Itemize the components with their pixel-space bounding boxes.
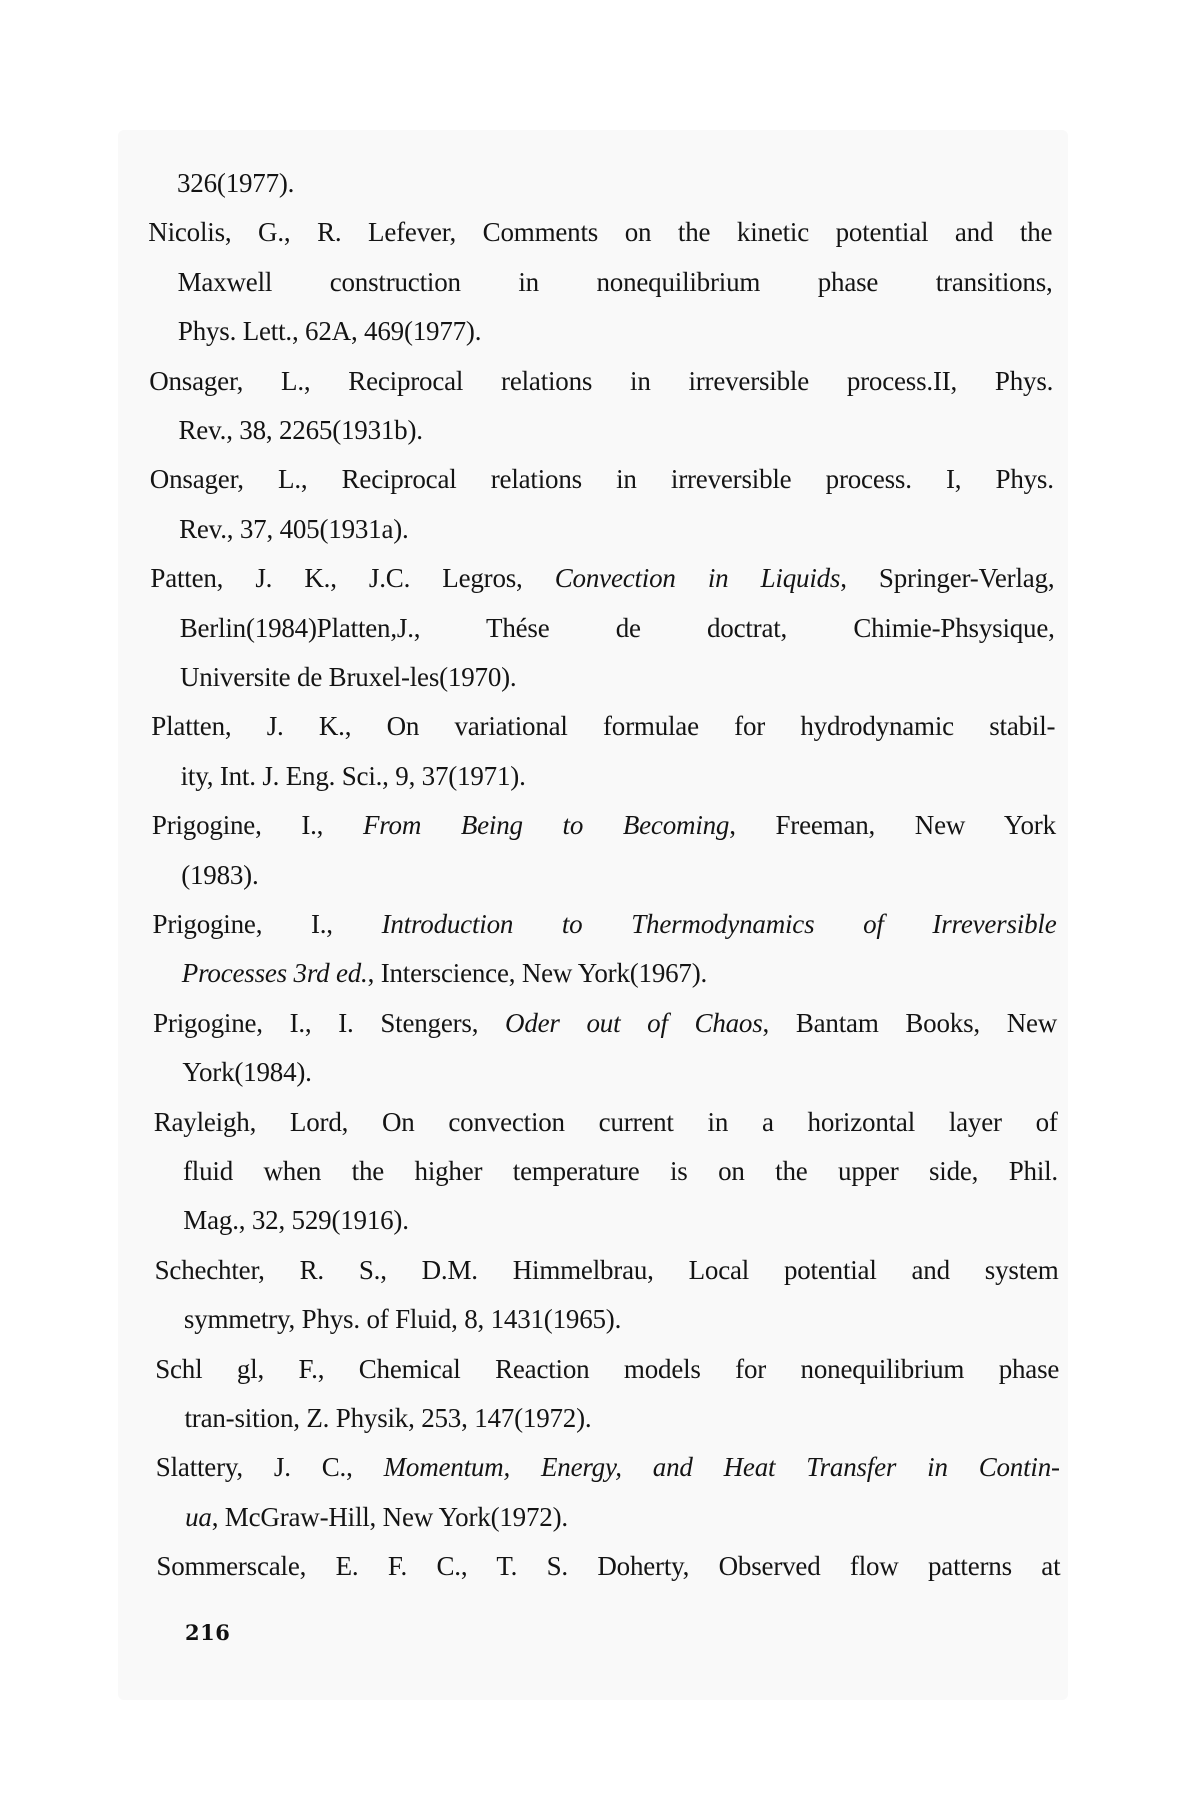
- reference-text: Rev., 37, 405(1931a).: [179, 513, 409, 544]
- reference-text: fluid when the higher temperature is on the upper side, Phil.: [183, 1156, 1058, 1186]
- reference-text: Maxwell construction in nonequilibrium phase transitions,: [177, 266, 1053, 297]
- reference-text: Sommerscale, E. F. C., T. S. Doherty, Observed flow patterns at: [156, 1551, 1061, 1582]
- reference-entry-line: [151, 711, 1055, 741]
- italic-title-text: Oder out of Chaos: [505, 1007, 763, 1038]
- reference-continuation-line: [156, 1403, 1060, 1433]
- reference-text: Mag., 32, 529(1916).: [183, 1205, 409, 1236]
- reference-text: Patten, J. K., J.C. Legros,: [150, 563, 555, 594]
- reference-entry-line: [148, 217, 1052, 247]
- reference-continuation-line: [151, 662, 1055, 692]
- reference-text: , Freeman, New York: [729, 810, 1056, 841]
- reference-text: , McGraw-Hill, New York(1972).: [211, 1501, 568, 1532]
- reference-continuation-line: [153, 958, 1057, 988]
- reference-continuation-line: [152, 860, 1056, 890]
- reference-continuation-line: [155, 1304, 1059, 1334]
- reference-continuation-line: [156, 1502, 1060, 1532]
- reference-text: , Bantam Books, New: [762, 1007, 1058, 1038]
- reference-continuation-line: [153, 1057, 1057, 1087]
- reference-entry-line: [153, 1008, 1057, 1038]
- reference-text: Nicolis, G., R. Lefever, Comments on the kinetic potential and the: [148, 217, 1053, 248]
- reference-continuation-line: [148, 168, 1052, 198]
- reference-text: Rayleigh, Lord, On convection current in a horizontal layer of: [153, 1106, 1058, 1137]
- reference-entry-line: [150, 464, 1054, 494]
- reference-entry-line: [149, 366, 1053, 396]
- reference-text: Rev., 38, 2265(1931b).: [178, 415, 423, 445]
- reference-continuation-line: [151, 613, 1055, 643]
- reference-text: Schechter, R. S., D.M. Himmelbrau, Local potential and system: [154, 1254, 1059, 1285]
- reference-text: Phys. Lett., 62A, 469(1977).: [177, 316, 482, 347]
- reference-text: Schl gl, F., Chemical Reaction models for nonequilibrium phase: [155, 1353, 1060, 1384]
- reference-continuation-line: [154, 1156, 1058, 1186]
- reference-text: (1983).: [181, 859, 259, 890]
- reference-continuation-line: [154, 1205, 1058, 1235]
- reference-text: Prigogine, I., I. Stengers,: [153, 1007, 506, 1038]
- reference-text: Slattery, J. C.,: [155, 1452, 384, 1483]
- reference-entry-line: [156, 1452, 1060, 1482]
- italic-title-text: Introduction to Thermodynamics of Irreversible: [381, 909, 1057, 939]
- italic-title-text: Processes 3rd ed.: [181, 958, 368, 989]
- reference-entry-line: [156, 1551, 1060, 1581]
- reference-text: Onsager, L., Reciprocal relations in irreversible process.II, Phys.: [149, 365, 1054, 396]
- reference-entry-line: [154, 1107, 1058, 1137]
- reference-text: Prigogine, I.,: [151, 810, 363, 841]
- reference-text: York(1984).: [182, 1057, 312, 1088]
- italic-title-text: Convection in Liquids: [554, 563, 841, 594]
- reference-entry-line: [150, 563, 1054, 593]
- reference-text: tran-sition, Z. Physik, 253, 147(1972).: [184, 1403, 592, 1433]
- reference-text: Berlin(1984)Platten,J., Thése de doctrat, Chimie-Phsysique,: [179, 612, 1055, 643]
- reference-text: Onsager, L., Reciprocal relations in irreversible process. I, Phys.: [149, 464, 1054, 495]
- reference-text: , Interscience, New York(1967).: [367, 958, 708, 989]
- italic-title-text: Momentum, Energy, and Heat Transfer in Contin-: [383, 1452, 1060, 1483]
- reference-continuation-line: [150, 415, 1054, 445]
- reference-text: Prigogine, I.,: [152, 909, 382, 939]
- reference-text: ity, Int. J. Eng. Sci., 9, 37(1971).: [180, 760, 526, 791]
- page-number: 216: [185, 1620, 231, 1645]
- reference-entry-line: [155, 1255, 1059, 1285]
- reference-text: Universite de Bruxel-les(1970).: [180, 662, 517, 692]
- reference-continuation-line: [149, 267, 1053, 297]
- italic-title-text: ua: [185, 1501, 212, 1532]
- reference-continuation-line: [149, 316, 1053, 346]
- reference-continuation-line: [152, 761, 1056, 791]
- reference-text: 326(1977).: [177, 168, 295, 198]
- reference-entry-line: [155, 1354, 1059, 1384]
- reference-text: , Springer-Verlag,: [840, 563, 1055, 594]
- reference-text: symmetry, Phys. of Fluid, 8, 1431(1965).: [183, 1304, 622, 1335]
- italic-title-text: From Being to Becoming: [362, 810, 730, 841]
- reference-entry-line: [153, 909, 1057, 939]
- reference-text: Platten, J. K., On variational formulae for hydrodynamic stabil-: [151, 711, 1056, 742]
- reference-continuation-line: [150, 514, 1054, 544]
- reference-entry-line: [152, 810, 1056, 840]
